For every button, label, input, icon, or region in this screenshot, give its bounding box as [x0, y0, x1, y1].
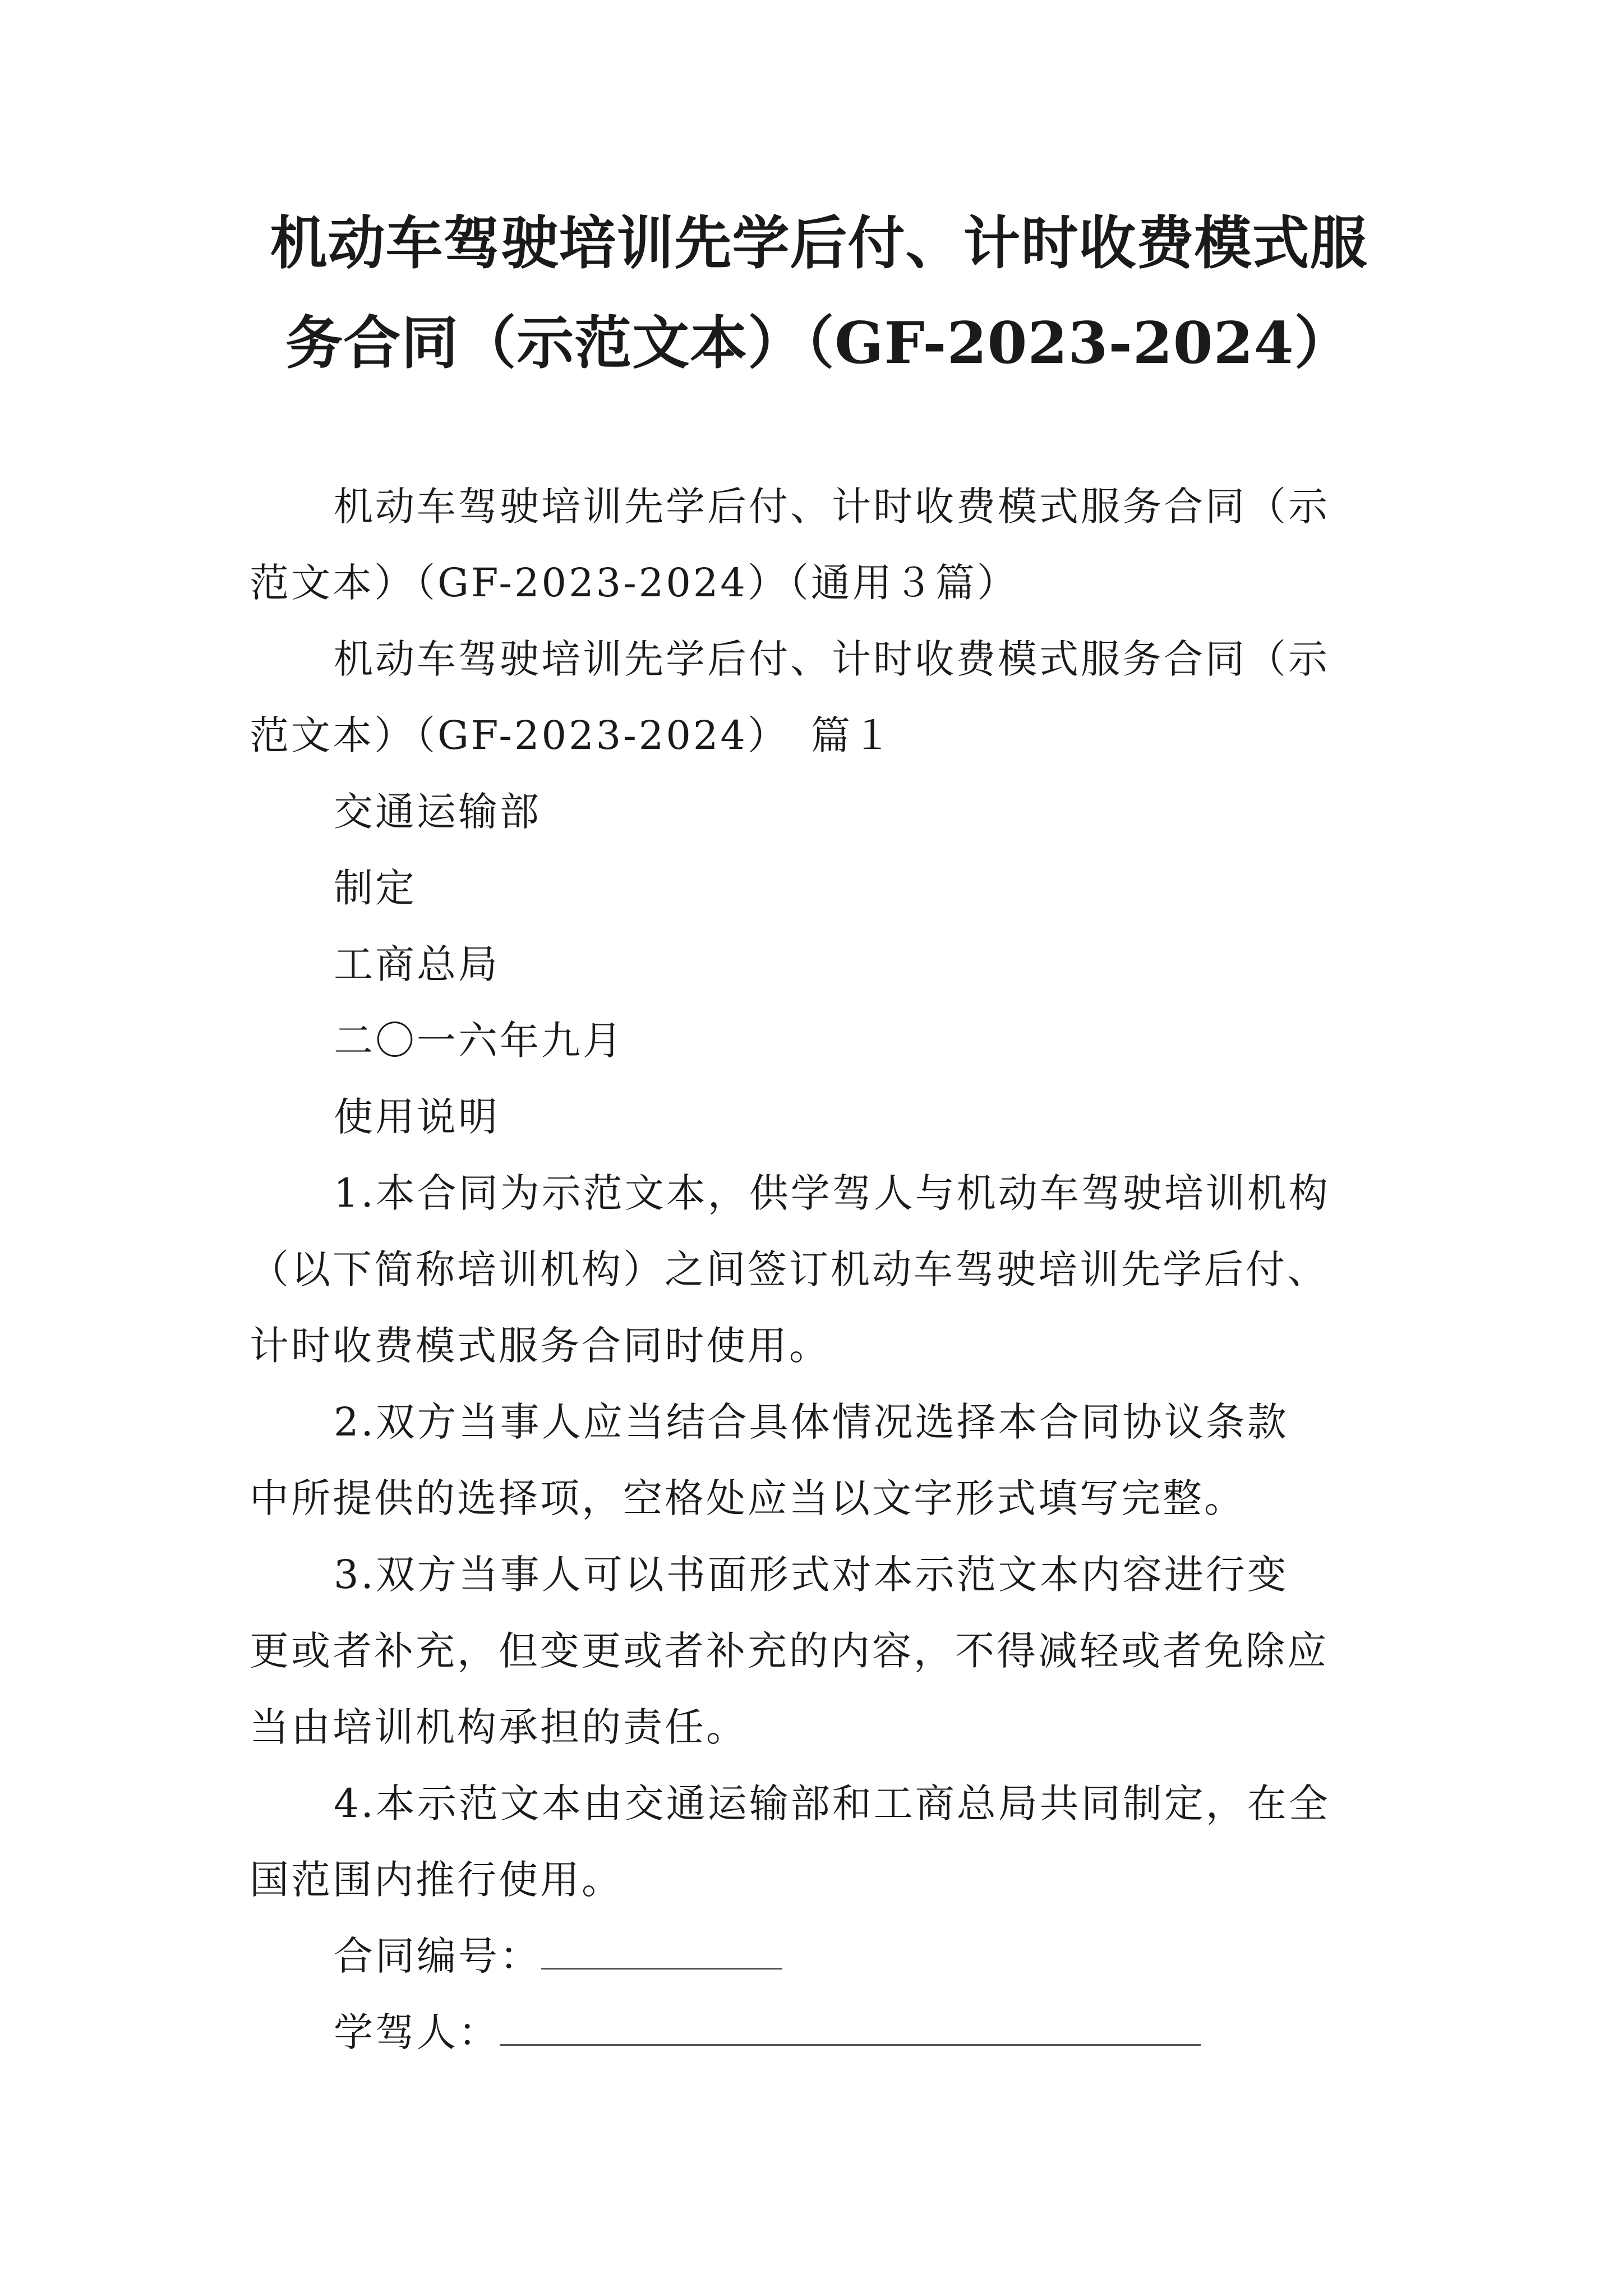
item-3-line-2: 更或者补充，但变更或者补充的内容，不得减轻或者免除应: [250, 1628, 1329, 1674]
learner-blank[interactable]: [500, 2010, 1201, 2046]
heading-line-2: 范文本）（GF-2023-2024） 篇１: [250, 712, 894, 758]
contract-number-label: 合同编号：: [334, 1933, 541, 1979]
item-2-line-1: 2.双方当事人应当结合具体情况选择本合同协议条款: [334, 1399, 1289, 1445]
heading-line-1: 机动车驾驶培训先学后付、计时收费模式服务合同（示: [334, 636, 1330, 682]
item-2-line-2: 中所提供的选择项，空格处应当以文字形式填写完整。: [250, 1475, 1246, 1521]
document-title: [236, 194, 1402, 393]
item-1-line-2: （以下简称培训机构）之间签订机动车驾驶培训先学后付、: [250, 1246, 1329, 1292]
contract-number-field: [250, 1918, 1394, 1994]
item-3-line-3: 当由培训机构承担的责任。: [250, 1704, 748, 1750]
learner-label: 学驾人：: [334, 2009, 500, 2055]
item-4-line-2: 国范围内推行使用。: [250, 1857, 623, 1903]
item-4-line-1: 4.本示范文本由交通运输部和工商总局共同制定，在全: [334, 1780, 1330, 1826]
title-line-1: 机动车驾驶培训先学后付、计时收费模式服: [270, 210, 1368, 277]
learner-field: [250, 1994, 1394, 2070]
intro-line-2: 范文本）（GF-2023-2024）（通用３篇）: [250, 560, 1018, 606]
contract-number-blank[interactable]: [541, 1934, 782, 1970]
item-3-line-1: 3.双方当事人可以书面形式对本示范文本内容进行变: [334, 1552, 1289, 1598]
usage-heading: 使用说明: [334, 1094, 500, 1140]
document-body: [250, 468, 1394, 2070]
issue-date: 二〇一六年九月: [334, 1018, 624, 1064]
issuer-commerce: 工商总局: [334, 941, 500, 987]
title-line-2: 务合同（示范文本）（GF-2023-2024）: [285, 310, 1352, 377]
intro-line-1: 机动车驾驶培训先学后付、计时收费模式服务合同（示: [334, 484, 1330, 530]
item-1-line-3: 计时收费模式服务合同时使用。: [250, 1323, 831, 1369]
issuer-transport: 交通运输部: [334, 789, 541, 835]
item-1-line-1: 1.本合同为示范文本，供学驾人与机动车驾驶培训机构: [334, 1170, 1330, 1216]
issued-label: 制定: [334, 865, 417, 911]
